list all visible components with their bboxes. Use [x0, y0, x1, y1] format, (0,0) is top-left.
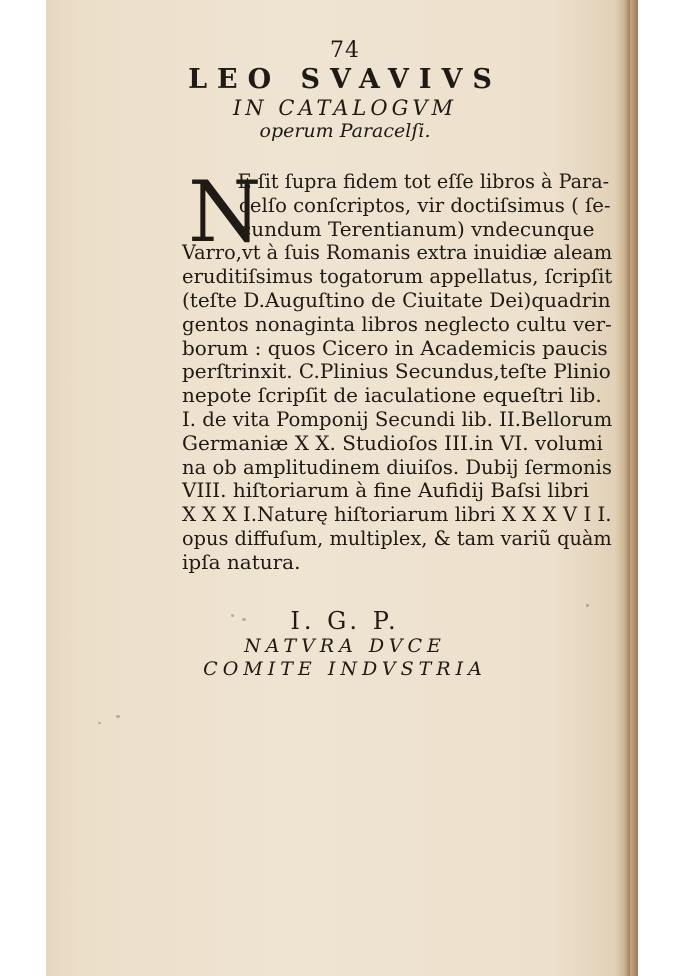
text-line: gentos nonaginta libros neglecto cultu ver-	[182, 311, 612, 336]
text-line: opus diffuſum, multiplex, & tam variũ quàm	[182, 525, 612, 550]
ink-speck	[116, 715, 120, 718]
text-line: na ob amplitudinem diuiſos. Dubij ſermonis	[182, 454, 612, 479]
ink-speck	[98, 722, 101, 724]
drop-cap: N	[188, 163, 262, 261]
text-line: Germaniæ X X. Studioſos III.in VI. volumi	[182, 430, 603, 455]
printer-initials: I. G. P.	[290, 607, 400, 635]
page-subtitle: IN CATALOGVM	[232, 96, 458, 120]
page-edge	[616, 0, 638, 976]
text-line: ipſa natura.	[182, 549, 301, 574]
text-line: borum : quos Cicero in Academicis paucis	[182, 335, 608, 360]
text-line: Varro,vt à ſuis Romanis extra inuidiæ aleam	[182, 240, 613, 265]
motto-line-2: COMITE INDVSTRIA	[203, 658, 487, 680]
text-line: eruditiſsimus togatorum appellatus, ſcripſit	[182, 264, 613, 289]
page-number: 74	[330, 38, 360, 63]
text-line: perſtrinxit. C.Plinius Secundus,teſte Plinio	[182, 359, 611, 384]
motto-line-1: NATVRA DVCE	[244, 635, 446, 657]
text-line: E ſit ſupra fidem tot eſſe libros à Para-	[237, 169, 610, 193]
text-line: (teſte D.Auguſtino de Ciuitate Dei)quadrin	[182, 287, 611, 312]
text-line: celſo conſcriptos, vir doctiſsimus ( ſe-	[238, 192, 611, 217]
text-line: X X X I.Naturę hiſtoriarum libri X X X V I I.	[182, 502, 612, 527]
text-line: I. de vita Pomponij Secundi lib. II.Bellorum	[182, 406, 613, 431]
page-title: LEO SVAVIVS	[188, 64, 502, 95]
page-subtitle-2: operum Paracelſi.	[259, 120, 431, 142]
text-line: nepote ſcripſit de iaculatione equeſtri lib.	[182, 383, 602, 408]
text-line: cundum Terentianum) vndecunque	[240, 216, 595, 241]
text-line: VIII. hiſtoriarum à fine Aufidij Baſsi libri	[182, 478, 589, 503]
body-text	[182, 163, 613, 575]
